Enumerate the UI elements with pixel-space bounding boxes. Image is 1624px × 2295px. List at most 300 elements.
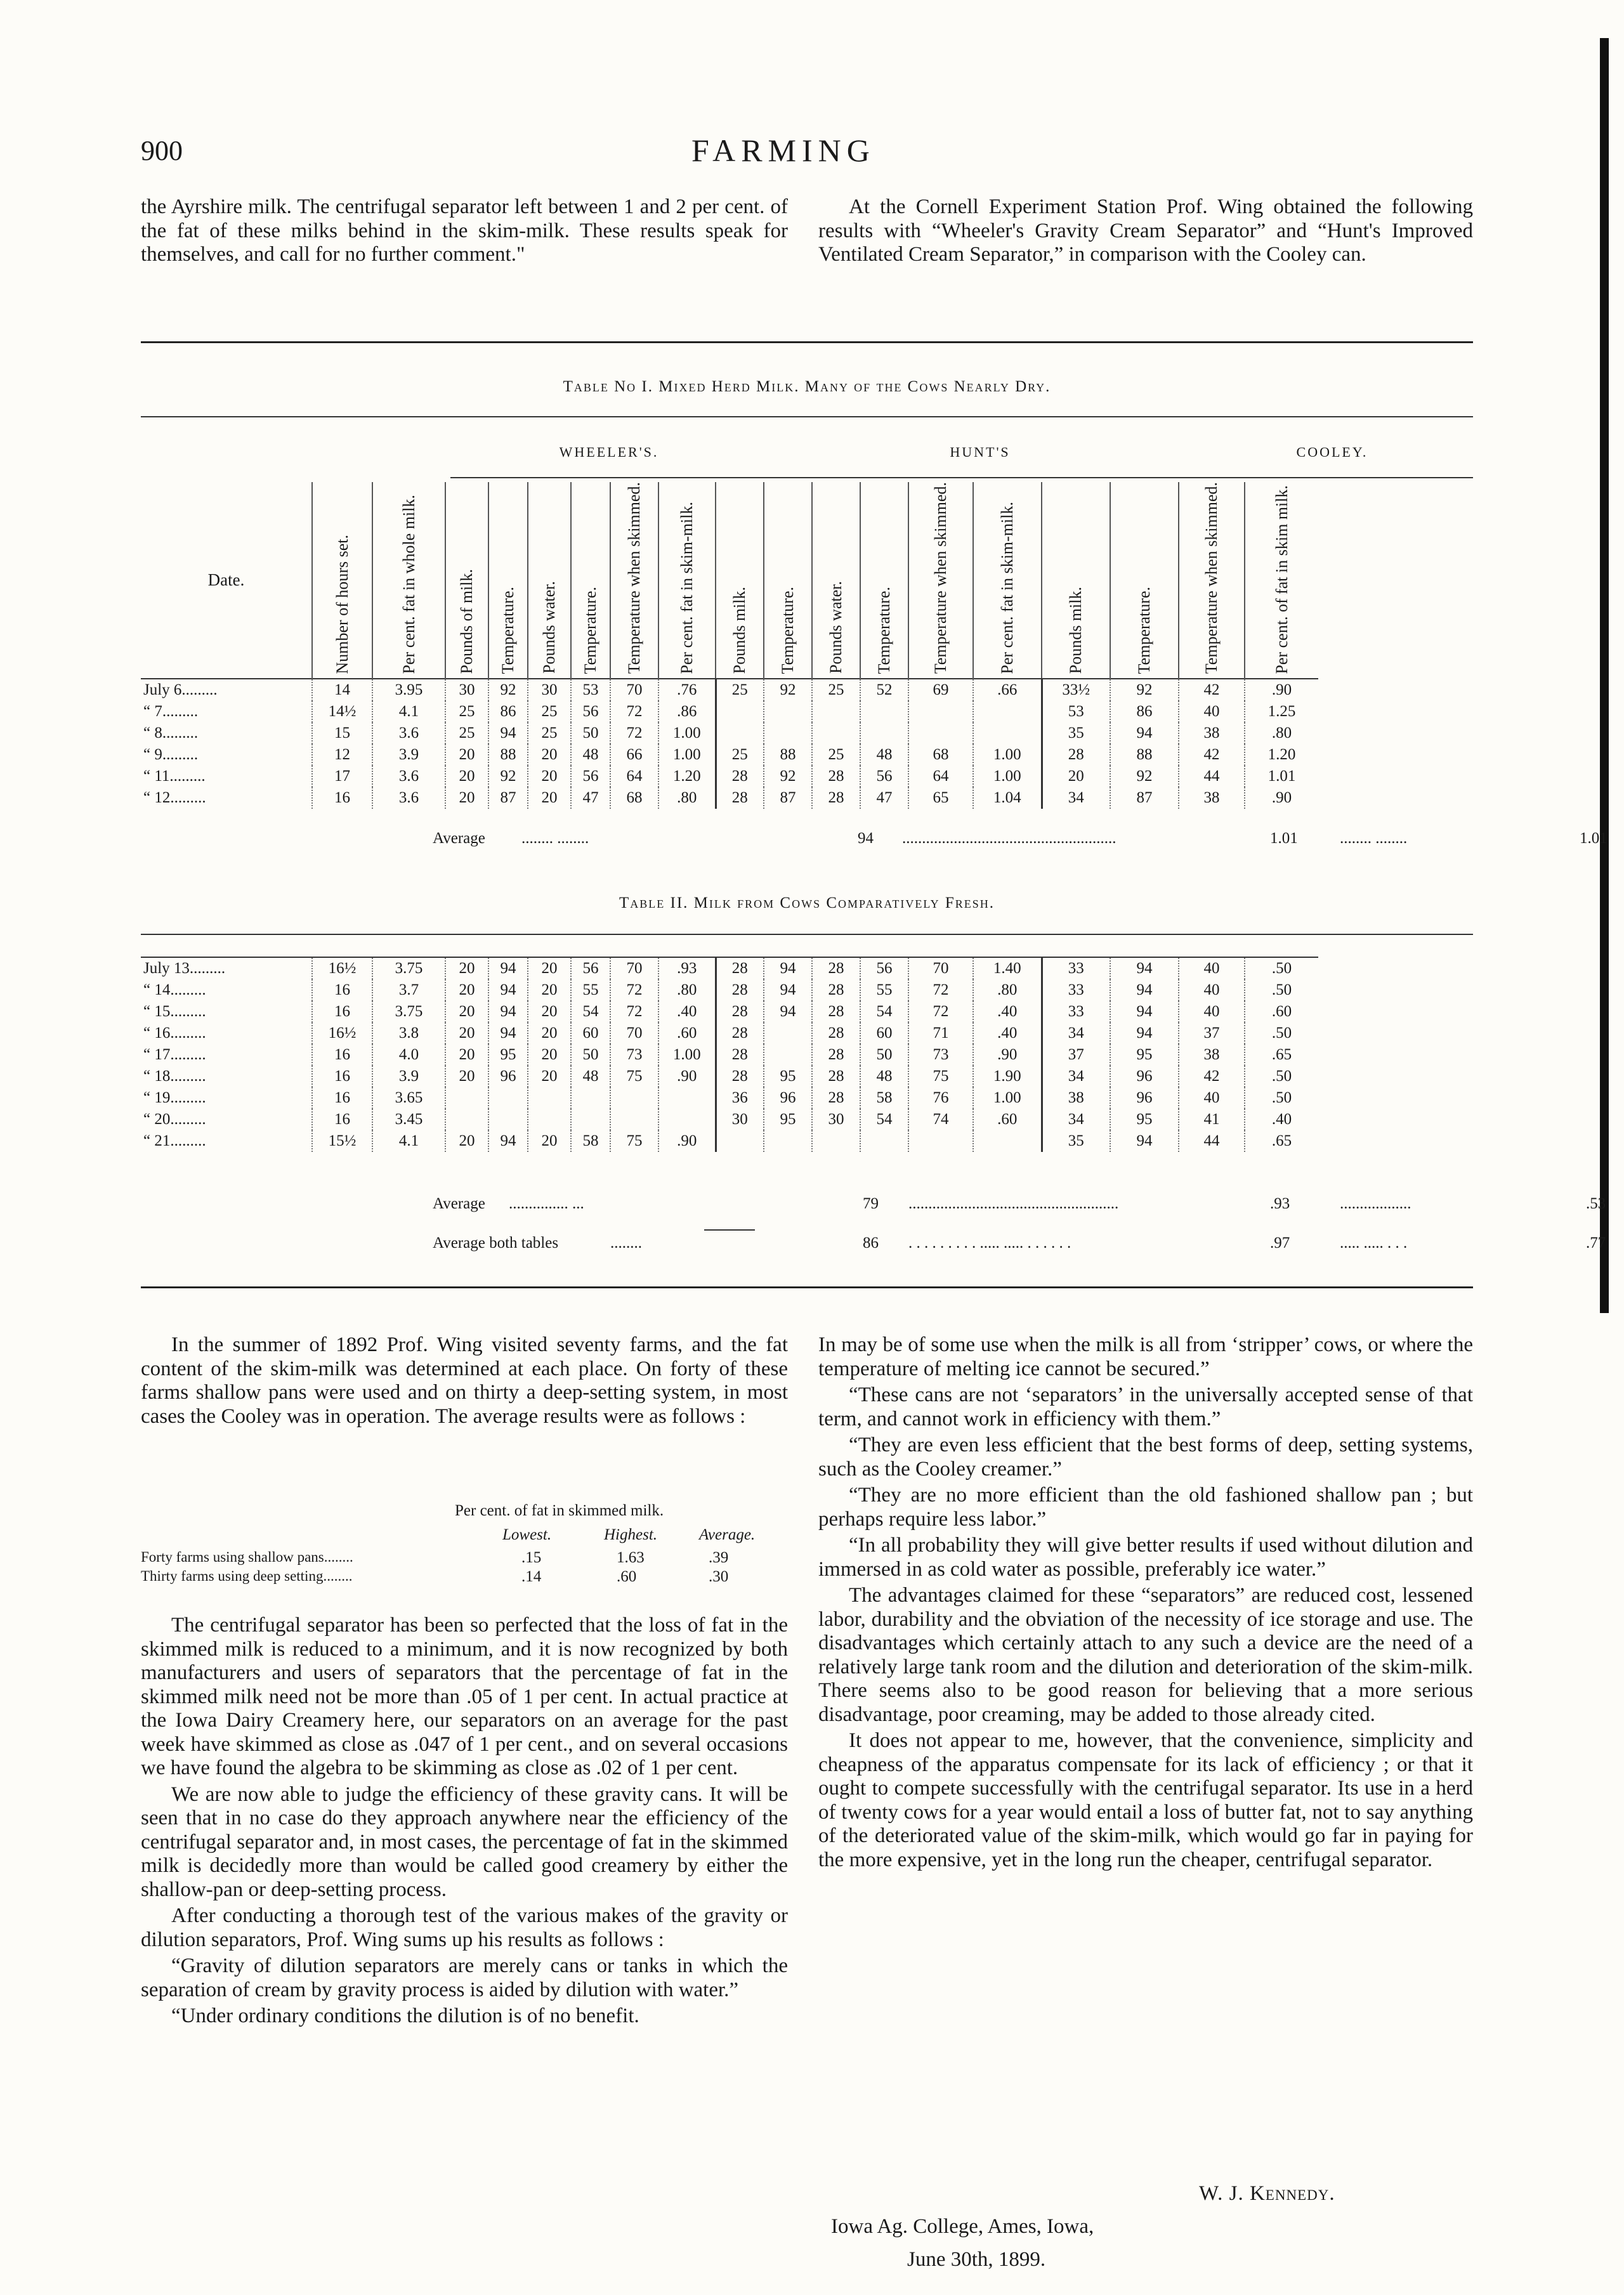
row-date: “ 9......... (143, 746, 199, 764)
table-cell: 95 (764, 1066, 812, 1087)
column-header: Temperature when skimmed. (1179, 482, 1245, 679)
table-cell (908, 701, 973, 723)
table-cell: 34 (1042, 1066, 1110, 1087)
table-cell: 56 (860, 957, 908, 979)
table-row (141, 957, 1318, 979)
table-cell: 20 (528, 1023, 571, 1044)
table-cell: 16½ (312, 1023, 372, 1044)
table2 (141, 957, 1473, 1152)
body-right-p3: “They are even less efficient that the best forms of deep, setting systems, such as the Cooley creamer.” (818, 1434, 1473, 1481)
table-cell (812, 701, 860, 723)
table-cell (860, 701, 908, 723)
table-cell: 88 (764, 744, 812, 766)
table-cell (528, 1109, 571, 1130)
table-cell: 4.1 (372, 1130, 445, 1152)
table-cell: 20 (528, 744, 571, 766)
column-header: Pounds milk. (1042, 482, 1110, 679)
table-cell: 55 (571, 979, 610, 1001)
table1 (141, 482, 1473, 809)
table-cell: 92 (1110, 679, 1179, 701)
table-cell: 16 (312, 1044, 372, 1066)
table-cell: 28 (812, 979, 860, 1001)
table-cell: .86 (658, 701, 716, 723)
table-cell: 71 (908, 1023, 973, 1044)
table-cell: 40 (1179, 1087, 1245, 1109)
table-cell: 16 (312, 1109, 372, 1130)
table-cell: 73 (610, 1044, 658, 1066)
table-cell: 37 (1179, 1023, 1245, 1044)
signature-date: June 30th, 1899. (907, 2248, 1046, 2271)
table-cell: 38 (1179, 1044, 1245, 1066)
table-cell: 14½ (312, 701, 372, 723)
table-cell: 14 (312, 679, 372, 701)
table-cell: 38 (1179, 787, 1245, 809)
table-cell (764, 723, 812, 744)
body-right-p6: The advantages claimed for these “separators” are reduced cost, lessened labor, durability and the obviation of the necessity of ice storage and use. The disadvantages which certainly attach to any such a device are the need of a relatively large tank room and the dilution and deterioration of the skim-milk. There seems also to be good reason for believing that a more serious disadvantage, poor creaming, may be added to those already cited. (818, 1584, 1473, 1726)
row-date: “ 12......... (143, 789, 206, 807)
table-cell (488, 1087, 528, 1109)
table-cell: 3.65 (372, 1087, 445, 1109)
table-cell: .40 (658, 1001, 716, 1023)
table-cell: 66 (610, 744, 658, 766)
table-cell: 95 (488, 1044, 528, 1066)
table2-both-wheeler: 86 (863, 1234, 879, 1252)
body-right-p1: In may be of some use when the milk is all from ‘stripper’ cows, or where the temperature of melting ice cannot be secured.” (818, 1333, 1473, 1380)
table-row (141, 1023, 1318, 1044)
table-cell: 37 (1042, 1044, 1110, 1066)
table-cell: 94 (488, 1023, 528, 1044)
table-cell: 28 (812, 766, 860, 787)
table-cell: 87 (1110, 787, 1179, 809)
table-cell: 40 (1179, 957, 1245, 979)
table-cell: 20 (445, 957, 488, 979)
table-cell: 30 (528, 679, 571, 701)
table-cell (610, 1109, 658, 1130)
table-cell: 16 (312, 979, 372, 1001)
table2-average-hunt: .93 (1270, 1195, 1290, 1212)
table-cell: 20 (445, 1001, 488, 1023)
table2-average-wheeler: 79 (863, 1195, 879, 1212)
table-cell: 28 (716, 957, 764, 979)
table-cell: 55 (860, 979, 908, 1001)
table-cell: .40 (973, 1023, 1042, 1044)
table2-caption: Table II. Milk from Cows Comparatively Fresh. (619, 894, 995, 912)
header-date: Date. (207, 570, 245, 590)
table-cell: 28 (716, 766, 764, 787)
page-title: FARMING (691, 133, 875, 168)
table-cell: .50 (1245, 957, 1318, 979)
table-cell: 3.7 (372, 979, 445, 1001)
table-cell (571, 1087, 610, 1109)
table-cell: 25 (528, 723, 571, 744)
table-cell: 68 (908, 744, 973, 766)
table-row (141, 787, 1318, 809)
table-cell: 96 (764, 1087, 812, 1109)
table-cell: 92 (488, 679, 528, 701)
table-row (141, 979, 1318, 1001)
table-cell: .90 (658, 1066, 716, 1087)
table-cell: 28 (716, 979, 764, 1001)
table-cell: 20 (445, 744, 488, 766)
table-cell: 33 (1042, 979, 1110, 1001)
table-cell: .65 (1245, 1130, 1318, 1152)
table-cell: 28 (812, 1066, 860, 1087)
body-right-p7: It does not appear to me, however, that the convenience, simplicity and cheapness of the apparatus compensate for its lack of efficiency ; or that it ought to compete successfully with the centrifugal separator. Its use in a herd of twenty cows for a year would entail a loss of butter fat, not to say anything of the deteriorated value of the skim-milk, which would go far in paying for the more expensive, yet in the long run the cheaper, centrifugal separator. (818, 1729, 1473, 1871)
table1-average-hunt: 1.01 (1270, 830, 1298, 847)
table-row (141, 1001, 1318, 1023)
table-cell: 94 (1110, 1023, 1179, 1044)
table-cell (908, 1130, 973, 1152)
table-cell: 17 (312, 766, 372, 787)
table-row (141, 679, 1318, 701)
rule-top (141, 341, 1473, 343)
table-cell: 25 (445, 701, 488, 723)
table-cell: 95 (1110, 1109, 1179, 1130)
table-cell: .90 (973, 1044, 1042, 1066)
table-cell: 53 (1042, 701, 1110, 723)
table-cell: 54 (860, 1109, 908, 1130)
table-cell: 44 (1179, 766, 1245, 787)
table-cell: 40 (1179, 1001, 1245, 1023)
table-cell (973, 723, 1042, 744)
table-cell: 87 (488, 787, 528, 809)
table-cell: 3.6 (372, 723, 445, 744)
group-hunts: HUNT'S (950, 444, 1011, 460)
table-cell: 1.90 (973, 1066, 1042, 1087)
column-header: Temperature. (488, 482, 528, 679)
row-date: “ 21......... (143, 1132, 206, 1149)
table-cell: .60 (1245, 1001, 1318, 1023)
table2-both-label: Average both tables (433, 1234, 559, 1252)
table-cell: 3.9 (372, 744, 445, 766)
table-cell: 3.45 (372, 1109, 445, 1130)
table-cell (764, 1023, 812, 1044)
column-header: Temperature. (860, 482, 908, 679)
table-cell: 20 (445, 979, 488, 1001)
table-cell: 73 (908, 1044, 973, 1066)
row-date: July 6......... (143, 681, 218, 699)
small-table-col-highest: Highest. (604, 1526, 658, 1543)
table-cell: 25 (528, 701, 571, 723)
table-cell: 33 (1042, 957, 1110, 979)
row-date: “ 11......... (143, 768, 206, 785)
table-cell: .50 (1245, 1066, 1318, 1087)
table-cell: 33 (1042, 1001, 1110, 1023)
table-cell: 52 (860, 679, 908, 701)
column-header: Temperature when skimmed. (610, 482, 658, 679)
table-cell: 92 (764, 766, 812, 787)
group-wheelers: WHEELER'S. (559, 444, 659, 460)
table-cell: 58 (860, 1087, 908, 1109)
table-cell: 28 (812, 1001, 860, 1023)
table-cell: 16½ (312, 957, 372, 979)
signature-place: Iowa Ag. College, Ames, Iowa, (831, 2215, 1094, 2238)
table-cell: 92 (488, 766, 528, 787)
table-cell: 25 (445, 723, 488, 744)
table-cell: .40 (1245, 1109, 1318, 1130)
table-cell: 1.01 (1245, 766, 1318, 787)
table-cell: 42 (1179, 1066, 1245, 1087)
table2-average-cooley: .53 (1586, 1195, 1606, 1212)
row-date: “ 17......... (143, 1046, 206, 1063)
table-cell: 28 (1042, 744, 1110, 766)
column-header: Pounds water. (812, 482, 860, 679)
table-cell: 50 (571, 1044, 610, 1066)
table-cell (764, 1130, 812, 1152)
table-cell: 20 (445, 787, 488, 809)
column-header: Pounds water. (528, 482, 571, 679)
table-cell (610, 1087, 658, 1109)
column-header: Temperature when skimmed. (908, 482, 973, 679)
table1-average-wheeler: 94 (858, 830, 874, 847)
table-cell: .60 (658, 1023, 716, 1044)
table-cell: 42 (1179, 679, 1245, 701)
table-cell: 94 (488, 723, 528, 744)
table-cell: 20 (445, 1044, 488, 1066)
table-row (141, 1087, 1318, 1109)
table-row (141, 1109, 1318, 1130)
body-left-col-2 (141, 1614, 788, 2031)
table1-rule-top (141, 416, 1473, 417)
table-cell: 94 (1110, 1130, 1179, 1152)
table-cell: 44 (1179, 1130, 1245, 1152)
table-cell: 95 (1110, 1044, 1179, 1066)
table2-rule-mid (704, 1229, 755, 1231)
page-number: 900 (141, 135, 183, 166)
group-rule (450, 477, 1473, 478)
table-cell: 30 (812, 1109, 860, 1130)
table-cell: 56 (860, 766, 908, 787)
table-cell: 20 (445, 1130, 488, 1152)
table-cell (528, 1087, 571, 1109)
table-cell: 3.75 (372, 1001, 445, 1023)
table-cell (908, 723, 973, 744)
table2-rule-top (141, 934, 1473, 935)
table-cell: 16 (312, 1087, 372, 1109)
table-cell: 28 (716, 787, 764, 809)
column-header: Temperature. (571, 482, 610, 679)
table-cell: 56 (571, 957, 610, 979)
table-cell: 72 (610, 1001, 658, 1023)
table2-both-hunt: .97 (1270, 1234, 1290, 1252)
table-cell: 72 (908, 979, 973, 1001)
table-row (141, 1066, 1318, 1087)
table-cell: 48 (860, 744, 908, 766)
table-cell: 28 (716, 1066, 764, 1087)
table-cell: .93 (658, 957, 716, 979)
table-cell: 94 (488, 979, 528, 1001)
table-cell: 38 (1179, 723, 1245, 744)
table2-average-label: Average (433, 1195, 485, 1212)
table-cell: 68 (610, 787, 658, 809)
column-header: Per cent. fat in whole milk. (372, 482, 445, 679)
table-cell (764, 1044, 812, 1066)
small-table-row-1: Forty farms using shallow pans........ .15 1.63 .39 (141, 1549, 729, 1566)
table-cell: 30 (445, 679, 488, 701)
table-cell: 28 (812, 957, 860, 979)
table-cell: 70 (610, 679, 658, 701)
table-cell: 1.00 (973, 766, 1042, 787)
table-cell: 3.6 (372, 787, 445, 809)
small-table-row-2: Thirty farms using deep setting........ .14 .60 .30 (141, 1568, 729, 1585)
table2-both-cooley: .77 (1586, 1234, 1606, 1252)
table-cell (716, 723, 764, 744)
table-row (141, 701, 1318, 723)
table-row (141, 1044, 1318, 1066)
table1-average-cooley: 1.01 (1580, 830, 1608, 847)
table-cell: 56 (571, 766, 610, 787)
table-cell: 15 (312, 723, 372, 744)
body-left-col (141, 1333, 788, 1431)
table-cell: 28 (812, 1023, 860, 1044)
table-cell: 20 (445, 1023, 488, 1044)
table-cell: 75 (610, 1066, 658, 1087)
table-cell: 69 (908, 679, 973, 701)
table-cell: 3.95 (372, 679, 445, 701)
table-cell: 20 (528, 1044, 571, 1066)
table-cell: 16 (312, 787, 372, 809)
signature-name: W. J. Kennedy. (1199, 2182, 1335, 2205)
table-cell: 94 (488, 957, 528, 979)
table-cell: 28 (716, 1023, 764, 1044)
table-cell: 72 (908, 1001, 973, 1023)
table-cell: 92 (764, 679, 812, 701)
column-header: Per cent. fat in skim-milk. (973, 482, 1042, 679)
column-header: Temperature. (1110, 482, 1179, 679)
table-cell: 72 (610, 723, 658, 744)
table-cell: 94 (764, 1001, 812, 1023)
table-cell: .60 (973, 1109, 1042, 1130)
table-cell: 70 (610, 957, 658, 979)
table-cell: 94 (1110, 1001, 1179, 1023)
table-cell: 1.00 (973, 1087, 1042, 1109)
rule-bottom (141, 1286, 1473, 1288)
table-cell (445, 1109, 488, 1130)
table-cell: 94 (1110, 723, 1179, 744)
table-cell: 41 (1179, 1109, 1245, 1130)
table-cell: 87 (764, 787, 812, 809)
table-row (141, 766, 1318, 787)
table2-grid (141, 957, 1318, 1152)
table-cell: .90 (658, 1130, 716, 1152)
table-cell: 56 (571, 701, 610, 723)
table-cell: 1.25 (1245, 701, 1318, 723)
table-cell: 20 (528, 1001, 571, 1023)
table-cell: 3.8 (372, 1023, 445, 1044)
table-cell (973, 701, 1042, 723)
table-cell: .90 (1245, 787, 1318, 809)
table-cell: 28 (716, 1044, 764, 1066)
table-cell: .80 (1245, 723, 1318, 744)
table-cell (812, 723, 860, 744)
table-cell: 1.00 (973, 744, 1042, 766)
table-cell: 38 (1042, 1087, 1110, 1109)
row-date: July 13......... (143, 960, 226, 977)
intro-right: At the Cornell Experiment Station Prof. Wing obtained the following results with “Wheeler's Gravity Cream Separator” and “Hunt's Improved Ventilated Cream Separator,” in comparison with the Cooley can. (818, 195, 1473, 266)
table-cell (716, 1130, 764, 1152)
table-cell: 35 (1042, 1130, 1110, 1152)
table-cell: 53 (571, 679, 610, 701)
table-cell: 94 (1110, 957, 1179, 979)
table-cell: .66 (973, 679, 1042, 701)
table-cell (812, 1130, 860, 1152)
row-date: “ 18......... (143, 1068, 206, 1085)
table-cell: 94 (1110, 979, 1179, 1001)
table-cell: 86 (488, 701, 528, 723)
table-cell: 25 (716, 679, 764, 701)
table-cell: 3.6 (372, 766, 445, 787)
table-cell: 47 (571, 787, 610, 809)
row-date: “ 16......... (143, 1024, 206, 1042)
table-cell: 70 (610, 1023, 658, 1044)
table-cell: 3.9 (372, 1066, 445, 1087)
table-cell: 65 (908, 787, 973, 809)
table-cell: .76 (658, 679, 716, 701)
table-cell: 75 (908, 1066, 973, 1087)
body-left-p3: We are now able to judge the efficiency of these gravity cans. It will be seen that in no case do they approach anywhere near the efficiency of the centrifugal separator and, in most cases, the percentage of fat in the skimmed milk is decidedly more than would be called good creamery by either the shallow-pan or deep-setting process. (141, 1782, 788, 1901)
column-header: Temperature. (764, 482, 812, 679)
table-cell: 64 (610, 766, 658, 787)
table1-average-label: Average (433, 830, 485, 847)
table-cell: 28 (812, 787, 860, 809)
body-right-p2: “These cans are not ‘separators’ in the universally accepted sense of that term, and cannot work in efficiency with them.” (818, 1383, 1473, 1430)
table-cell (973, 1130, 1042, 1152)
table1-caption: Table No I. Mixed Herd Milk. Many of the Cows Nearly Dry. (563, 378, 1051, 395)
table1-header-row (141, 482, 1318, 679)
table-cell: 47 (860, 787, 908, 809)
table-cell: 54 (571, 1001, 610, 1023)
table-cell: 15½ (312, 1130, 372, 1152)
table1-grid (141, 482, 1318, 809)
column-header: Pounds milk. (716, 482, 764, 679)
intro-left: the Ayrshire milk. The centrifugal separator left between 1 and 2 per cent. of the fat of these milks behind in the skim-milk. These results speak for themselves, and call for no further comment." (141, 195, 788, 266)
column-header: Per cent. of fat in skim milk. (1245, 482, 1318, 679)
row-date: “ 14......... (143, 981, 206, 998)
row-date: “ 8......... (143, 724, 199, 742)
table-cell: .80 (658, 787, 716, 809)
table-cell: 20 (528, 979, 571, 1001)
table-cell: 35 (1042, 723, 1110, 744)
table-cell: 1.20 (1245, 744, 1318, 766)
group-cooley: COOLEY. (1296, 444, 1368, 460)
table-cell: 12 (312, 744, 372, 766)
table-cell: 1.04 (973, 787, 1042, 809)
table-cell: 72 (610, 701, 658, 723)
table-cell: 75 (610, 1130, 658, 1152)
table-cell: 34 (1042, 1109, 1110, 1130)
table-cell: 36 (716, 1087, 764, 1109)
table-cell: 48 (571, 1066, 610, 1087)
table-cell: 1.00 (658, 1044, 716, 1066)
table-cell: 1.20 (658, 766, 716, 787)
table-cell: 70 (908, 957, 973, 979)
table-cell: .50 (1245, 1087, 1318, 1109)
table-cell: 34 (1042, 1023, 1110, 1044)
table-cell: 16 (312, 1066, 372, 1087)
body-left-p4: After conducting a thorough test of the various makes of the gravity or dilution separators, Prof. Wing sums up his results as follows : (141, 1904, 788, 1951)
table-cell: 58 (571, 1130, 610, 1152)
body-right-p5: “In all probability they will give better results if used without dilution and immersed in as cold water as possible, preferably ice water.” (818, 1534, 1473, 1581)
table-cell: 20 (445, 1066, 488, 1087)
row-date: “ 20......... (143, 1111, 206, 1128)
table-cell (488, 1109, 528, 1130)
table-row (141, 744, 1318, 766)
table-cell (860, 1130, 908, 1152)
table-cell: .40 (973, 1001, 1042, 1023)
table-cell: 30 (716, 1109, 764, 1130)
table-row (141, 723, 1318, 744)
column-header: Per cent. fat in skim-milk. (658, 482, 716, 679)
